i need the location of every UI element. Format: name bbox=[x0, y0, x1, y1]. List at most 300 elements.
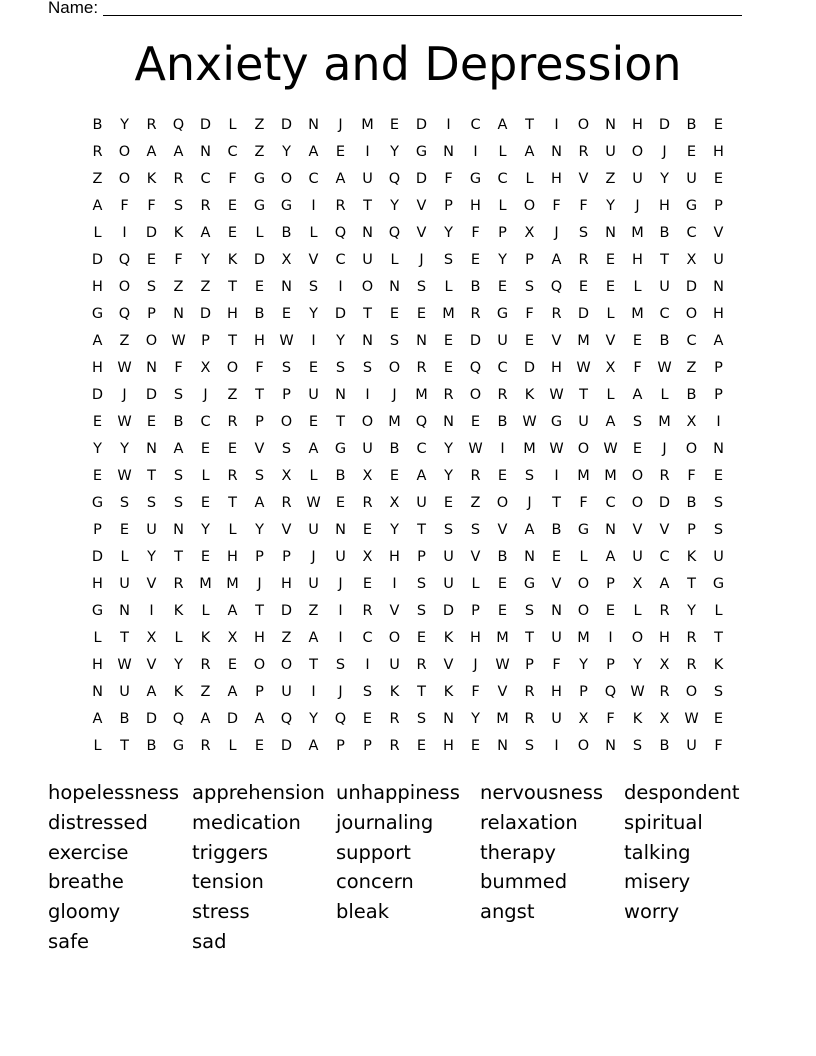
grid-letter[interactable]: Q bbox=[604, 683, 617, 700]
grid-letter[interactable]: P bbox=[444, 197, 453, 214]
grid-letter[interactable]: E bbox=[200, 440, 211, 457]
grid-letter[interactable]: Z bbox=[254, 143, 265, 160]
grid-letter[interactable]: A bbox=[92, 197, 103, 214]
grid-letter[interactable]: R bbox=[686, 629, 697, 646]
grid-letter[interactable]: R bbox=[578, 251, 589, 268]
grid-letter[interactable]: W bbox=[117, 656, 132, 673]
grid-letter[interactable]: P bbox=[282, 386, 291, 403]
grid-letter[interactable]: E bbox=[362, 575, 373, 592]
grid-letter[interactable]: S bbox=[362, 683, 373, 700]
grid-letter[interactable]: U bbox=[308, 521, 319, 538]
grid-letter[interactable]: P bbox=[606, 656, 615, 673]
grid-letter[interactable]: L bbox=[606, 386, 615, 403]
grid-letter[interactable]: E bbox=[713, 467, 724, 484]
grid-letter[interactable]: T bbox=[525, 116, 534, 133]
grid-letter[interactable]: T bbox=[255, 386, 264, 403]
grid-letter[interactable]: A bbox=[254, 710, 265, 727]
grid-letter[interactable]: S bbox=[173, 197, 184, 214]
grid-letter[interactable]: C bbox=[200, 413, 211, 430]
grid-letter[interactable]: T bbox=[525, 629, 534, 646]
grid-letter[interactable]: H bbox=[254, 332, 265, 349]
grid-letter[interactable]: U bbox=[551, 710, 562, 727]
grid-letter[interactable]: R bbox=[227, 413, 238, 430]
grid-letter[interactable]: L bbox=[201, 602, 210, 619]
grid-letter[interactable]: E bbox=[92, 467, 103, 484]
grid-letter[interactable]: H bbox=[551, 170, 562, 187]
grid-letter[interactable]: L bbox=[633, 278, 642, 295]
grid-letter[interactable]: S bbox=[119, 494, 130, 511]
grid-letter[interactable]: M bbox=[361, 116, 374, 133]
grid-letter[interactable]: E bbox=[281, 305, 292, 322]
grid-letter[interactable]: O bbox=[631, 143, 644, 160]
grid-letter[interactable]: B bbox=[92, 116, 103, 133]
grid-letter[interactable]: Y bbox=[687, 602, 696, 619]
grid-letter[interactable]: N bbox=[362, 224, 373, 241]
grid-letter[interactable]: S bbox=[335, 656, 346, 673]
grid-letter[interactable]: U bbox=[713, 251, 724, 268]
grid-letter[interactable]: E bbox=[686, 143, 697, 160]
grid-letter[interactable]: S bbox=[713, 494, 724, 511]
grid-letter[interactable]: S bbox=[524, 737, 535, 754]
grid-letter[interactable]: U bbox=[686, 737, 697, 754]
grid-letter[interactable]: A bbox=[173, 440, 184, 457]
grid-letter[interactable]: R bbox=[335, 197, 346, 214]
grid-letter[interactable]: E bbox=[713, 170, 724, 187]
grid-letter[interactable]: E bbox=[227, 224, 238, 241]
grid-letter[interactable]: H bbox=[92, 575, 103, 592]
grid-letter[interactable]: I bbox=[473, 143, 478, 160]
grid-letter[interactable]: U bbox=[416, 494, 427, 511]
grid-letter[interactable]: W bbox=[522, 413, 537, 430]
grid-letter[interactable]: O bbox=[685, 440, 698, 457]
grid-letter[interactable]: D bbox=[145, 710, 158, 727]
grid-letter[interactable]: B bbox=[551, 521, 562, 538]
grid-letter[interactable]: H bbox=[551, 359, 562, 376]
grid-letter[interactable]: T bbox=[660, 251, 669, 268]
grid-letter[interactable]: W bbox=[117, 467, 132, 484]
grid-letter[interactable]: U bbox=[119, 575, 130, 592]
grid-letter[interactable]: Z bbox=[227, 386, 238, 403]
grid-letter[interactable]: C bbox=[335, 251, 346, 268]
grid-letter[interactable]: F bbox=[174, 251, 183, 268]
grid-letter[interactable]: E bbox=[713, 710, 724, 727]
grid-letter[interactable]: O bbox=[469, 386, 482, 403]
grid-letter[interactable]: Y bbox=[471, 710, 480, 727]
grid-letter[interactable]: J bbox=[419, 251, 424, 268]
grid-letter[interactable]: P bbox=[471, 602, 480, 619]
grid-letter[interactable]: D bbox=[91, 386, 104, 403]
grid-letter[interactable]: S bbox=[713, 683, 724, 700]
grid-letter[interactable]: F bbox=[471, 224, 480, 241]
grid-letter[interactable]: M bbox=[415, 386, 428, 403]
grid-letter[interactable]: V bbox=[146, 575, 157, 592]
grid-letter[interactable]: P bbox=[147, 305, 156, 322]
grid-letter[interactable]: F bbox=[633, 359, 642, 376]
grid-letter[interactable]: T bbox=[336, 413, 345, 430]
grid-letter[interactable]: S bbox=[443, 521, 454, 538]
grid-letter[interactable]: K bbox=[686, 548, 697, 565]
grid-letter[interactable]: Z bbox=[308, 602, 319, 619]
grid-letter[interactable]: W bbox=[117, 413, 132, 430]
grid-letter[interactable]: K bbox=[173, 224, 184, 241]
grid-letter[interactable]: S bbox=[524, 278, 535, 295]
grid-letter[interactable]: T bbox=[417, 683, 426, 700]
grid-letter[interactable]: O bbox=[685, 305, 698, 322]
grid-letter[interactable]: P bbox=[714, 386, 723, 403]
grid-letter[interactable]: W bbox=[603, 440, 618, 457]
grid-letter[interactable]: Y bbox=[660, 170, 669, 187]
grid-letter[interactable]: U bbox=[659, 278, 670, 295]
grid-letter[interactable]: K bbox=[173, 683, 184, 700]
grid-letter[interactable]: G bbox=[253, 197, 266, 214]
grid-letter[interactable]: B bbox=[686, 116, 697, 133]
grid-letter[interactable]: R bbox=[281, 494, 292, 511]
grid-letter[interactable]: W bbox=[549, 440, 564, 457]
grid-letter[interactable]: V bbox=[713, 224, 724, 241]
grid-letter[interactable]: V bbox=[389, 602, 400, 619]
grid-letter[interactable]: A bbox=[200, 710, 211, 727]
grid-letter[interactable]: V bbox=[308, 251, 319, 268]
grid-letter[interactable]: W bbox=[468, 440, 483, 457]
grid-letter[interactable]: O bbox=[577, 602, 590, 619]
grid-letter[interactable]: X bbox=[389, 494, 400, 511]
grid-letter[interactable]: C bbox=[470, 116, 481, 133]
grid-letter[interactable]: R bbox=[146, 116, 157, 133]
grid-letter[interactable]: N bbox=[362, 332, 373, 349]
grid-letter[interactable]: Q bbox=[388, 170, 401, 187]
grid-letter[interactable]: S bbox=[308, 278, 319, 295]
grid-letter[interactable]: P bbox=[714, 197, 723, 214]
grid-letter[interactable]: Q bbox=[415, 413, 428, 430]
grid-letter[interactable]: X bbox=[686, 251, 697, 268]
grid-letter[interactable]: Z bbox=[119, 332, 130, 349]
grid-letter[interactable]: F bbox=[687, 467, 696, 484]
grid-letter[interactable]: H bbox=[92, 278, 103, 295]
grid-letter[interactable]: F bbox=[174, 359, 183, 376]
grid-letter[interactable]: U bbox=[308, 386, 319, 403]
grid-letter[interactable]: E bbox=[335, 494, 346, 511]
grid-letter[interactable]: L bbox=[471, 575, 480, 592]
grid-letter[interactable]: O bbox=[577, 440, 590, 457]
grid-letter[interactable]: A bbox=[713, 332, 724, 349]
grid-letter[interactable]: E bbox=[200, 494, 211, 511]
grid-letter[interactable]: M bbox=[577, 332, 590, 349]
grid-letter[interactable]: Z bbox=[254, 116, 265, 133]
grid-letter[interactable]: E bbox=[416, 629, 427, 646]
grid-letter[interactable]: Y bbox=[444, 440, 453, 457]
grid-letter[interactable]: Z bbox=[200, 683, 211, 700]
grid-letter[interactable]: J bbox=[257, 575, 262, 592]
grid-letter[interactable]: N bbox=[605, 521, 616, 538]
grid-letter[interactable]: P bbox=[606, 575, 615, 592]
grid-letter[interactable]: A bbox=[308, 440, 319, 457]
grid-letter[interactable]: Z bbox=[281, 629, 292, 646]
grid-letter[interactable]: E bbox=[200, 548, 211, 565]
grid-letter[interactable]: E bbox=[308, 413, 319, 430]
grid-letter[interactable]: L bbox=[633, 602, 642, 619]
grid-letter[interactable]: R bbox=[173, 170, 184, 187]
grid-letter[interactable]: Y bbox=[147, 548, 156, 565]
grid-letter[interactable]: P bbox=[525, 656, 534, 673]
grid-letter[interactable]: E bbox=[389, 467, 400, 484]
grid-letter[interactable]: M bbox=[604, 467, 617, 484]
grid-letter[interactable]: L bbox=[255, 224, 264, 241]
grid-letter[interactable]: T bbox=[687, 575, 696, 592]
grid-letter[interactable]: U bbox=[443, 548, 454, 565]
grid-letter[interactable]: X bbox=[659, 656, 670, 673]
grid-letter[interactable]: T bbox=[174, 548, 183, 565]
grid-letter[interactable]: Q bbox=[172, 116, 185, 133]
grid-letter[interactable]: O bbox=[577, 116, 590, 133]
grid-letter[interactable]: P bbox=[255, 683, 264, 700]
grid-letter[interactable]: U bbox=[713, 548, 724, 565]
grid-letter[interactable]: W bbox=[576, 359, 591, 376]
grid-letter[interactable]: U bbox=[578, 413, 589, 430]
grid-letter[interactable]: W bbox=[630, 683, 645, 700]
grid-letter[interactable]: X bbox=[200, 359, 211, 376]
grid-letter[interactable]: E bbox=[632, 332, 643, 349]
grid-letter[interactable]: E bbox=[146, 413, 157, 430]
grid-letter[interactable]: N bbox=[713, 440, 724, 457]
grid-letter[interactable]: L bbox=[228, 737, 237, 754]
grid-letter[interactable]: F bbox=[525, 305, 534, 322]
grid-letter[interactable]: U bbox=[632, 170, 643, 187]
grid-letter[interactable]: A bbox=[524, 521, 535, 538]
grid-letter[interactable]: P bbox=[687, 521, 696, 538]
grid-letter[interactable]: L bbox=[93, 224, 102, 241]
grid-letter[interactable]: A bbox=[632, 386, 643, 403]
grid-letter[interactable]: S bbox=[281, 359, 292, 376]
grid-letter[interactable]: U bbox=[389, 656, 400, 673]
grid-letter[interactable]: E bbox=[146, 251, 157, 268]
grid-letter[interactable]: C bbox=[200, 170, 211, 187]
grid-letter[interactable]: J bbox=[311, 548, 316, 565]
grid-letter[interactable]: O bbox=[496, 494, 509, 511]
grid-letter[interactable]: J bbox=[554, 224, 559, 241]
grid-letter[interactable]: I bbox=[338, 602, 343, 619]
grid-letter[interactable]: N bbox=[389, 278, 400, 295]
grid-letter[interactable]: W bbox=[279, 332, 294, 349]
grid-letter[interactable]: N bbox=[119, 602, 130, 619]
grid-letter[interactable]: D bbox=[91, 548, 104, 565]
grid-letter[interactable]: A bbox=[497, 116, 508, 133]
grid-letter[interactable]: E bbox=[497, 467, 508, 484]
grid-letter[interactable]: S bbox=[173, 467, 184, 484]
grid-letter[interactable]: R bbox=[470, 305, 481, 322]
grid-letter[interactable]: E bbox=[362, 710, 373, 727]
grid-letter[interactable]: G bbox=[496, 305, 509, 322]
grid-letter[interactable]: F bbox=[714, 737, 723, 754]
grid-letter[interactable]: P bbox=[498, 224, 507, 241]
grid-letter[interactable]: W bbox=[171, 332, 186, 349]
grid-letter[interactable]: S bbox=[524, 467, 535, 484]
grid-letter[interactable]: P bbox=[336, 737, 345, 754]
grid-letter[interactable]: P bbox=[93, 521, 102, 538]
grid-letter[interactable]: R bbox=[173, 575, 184, 592]
grid-letter[interactable]: H bbox=[713, 143, 724, 160]
grid-letter[interactable]: B bbox=[659, 737, 670, 754]
grid-letter[interactable]: R bbox=[362, 602, 373, 619]
grid-letter[interactable]: S bbox=[173, 386, 184, 403]
grid-letter[interactable]: C bbox=[362, 629, 373, 646]
grid-letter[interactable]: B bbox=[470, 278, 481, 295]
grid-letter[interactable]: G bbox=[91, 305, 104, 322]
grid-letter[interactable]: K bbox=[389, 683, 400, 700]
grid-letter[interactable]: O bbox=[631, 629, 644, 646]
grid-letter[interactable]: A bbox=[92, 332, 103, 349]
grid-letter[interactable]: R bbox=[551, 305, 562, 322]
grid-letter[interactable]: J bbox=[662, 440, 667, 457]
grid-letter[interactable]: F bbox=[255, 359, 264, 376]
grid-letter[interactable]: C bbox=[686, 332, 697, 349]
grid-letter[interactable]: U bbox=[308, 575, 319, 592]
grid-letter[interactable]: I bbox=[365, 386, 370, 403]
grid-letter[interactable]: G bbox=[523, 575, 536, 592]
grid-letter[interactable]: E bbox=[470, 413, 481, 430]
grid-letter[interactable]: P bbox=[255, 413, 264, 430]
grid-letter[interactable]: K bbox=[227, 251, 238, 268]
grid-letter[interactable]: K bbox=[632, 710, 643, 727]
grid-letter[interactable]: S bbox=[416, 575, 427, 592]
grid-letter[interactable]: E bbox=[389, 305, 400, 322]
grid-letter[interactable]: Y bbox=[390, 143, 399, 160]
grid-letter[interactable]: M bbox=[496, 629, 509, 646]
grid-letter[interactable]: R bbox=[416, 656, 427, 673]
grid-letter[interactable]: H bbox=[470, 629, 481, 646]
grid-letter[interactable]: E bbox=[524, 332, 535, 349]
grid-letter[interactable]: L bbox=[93, 629, 102, 646]
grid-letter[interactable]: W bbox=[495, 656, 510, 673]
grid-letter[interactable]: C bbox=[497, 359, 508, 376]
grid-letter[interactable]: B bbox=[119, 710, 130, 727]
grid-letter[interactable]: R bbox=[200, 656, 211, 673]
grid-letter[interactable]: P bbox=[417, 548, 426, 565]
grid-letter[interactable]: I bbox=[365, 656, 370, 673]
grid-letter[interactable]: B bbox=[146, 737, 157, 754]
grid-letter[interactable]: I bbox=[338, 629, 343, 646]
grid-letter[interactable]: V bbox=[254, 440, 265, 457]
grid-letter[interactable]: P bbox=[201, 332, 210, 349]
grid-letter[interactable]: J bbox=[527, 494, 532, 511]
grid-letter[interactable]: J bbox=[203, 386, 208, 403]
grid-letter[interactable]: H bbox=[281, 575, 292, 592]
grid-letter[interactable]: R bbox=[659, 467, 670, 484]
grid-letter[interactable]: A bbox=[146, 683, 157, 700]
grid-letter[interactable]: N bbox=[335, 386, 346, 403]
grid-letter[interactable]: I bbox=[554, 467, 559, 484]
grid-letter[interactable]: A bbox=[227, 602, 238, 619]
grid-letter[interactable]: K bbox=[713, 656, 724, 673]
grid-letter[interactable]: M bbox=[226, 575, 239, 592]
grid-letter[interactable]: I bbox=[392, 575, 397, 592]
grid-letter[interactable]: D bbox=[415, 170, 428, 187]
grid-letter[interactable]: L bbox=[120, 548, 129, 565]
grid-letter[interactable]: X bbox=[146, 629, 157, 646]
grid-letter[interactable]: B bbox=[254, 305, 265, 322]
grid-letter[interactable]: F bbox=[147, 197, 156, 214]
name-line[interactable] bbox=[103, 15, 742, 16]
grid-letter[interactable]: Q bbox=[172, 710, 185, 727]
grid-letter[interactable]: R bbox=[389, 737, 400, 754]
grid-letter[interactable]: N bbox=[173, 305, 184, 322]
grid-letter[interactable]: O bbox=[388, 359, 401, 376]
grid-letter[interactable]: N bbox=[497, 737, 508, 754]
grid-letter[interactable]: G bbox=[172, 737, 185, 754]
grid-letter[interactable]: K bbox=[200, 629, 211, 646]
grid-letter[interactable]: Q bbox=[469, 359, 482, 376]
grid-letter[interactable]: O bbox=[253, 656, 266, 673]
grid-letter[interactable]: G bbox=[334, 440, 347, 457]
grid-letter[interactable]: D bbox=[280, 116, 293, 133]
grid-letter[interactable]: M bbox=[577, 629, 590, 646]
grid-letter[interactable]: U bbox=[119, 683, 130, 700]
grid-letter[interactable]: T bbox=[228, 494, 237, 511]
grid-letter[interactable]: S bbox=[146, 494, 157, 511]
grid-letter[interactable]: V bbox=[659, 521, 670, 538]
grid-letter[interactable]: H bbox=[227, 305, 238, 322]
grid-letter[interactable]: R bbox=[200, 197, 211, 214]
grid-letter[interactable]: Y bbox=[606, 197, 615, 214]
grid-letter[interactable]: I bbox=[554, 737, 559, 754]
grid-letter[interactable]: N bbox=[605, 116, 616, 133]
grid-letter[interactable]: L bbox=[498, 143, 507, 160]
grid-letter[interactable]: M bbox=[577, 467, 590, 484]
grid-letter[interactable]: Q bbox=[388, 224, 401, 241]
grid-letter[interactable]: D bbox=[199, 305, 212, 322]
grid-letter[interactable]: P bbox=[525, 251, 534, 268]
grid-letter[interactable]: X bbox=[362, 467, 373, 484]
grid-letter[interactable]: E bbox=[308, 359, 319, 376]
grid-letter[interactable]: A bbox=[335, 170, 346, 187]
grid-letter[interactable]: Y bbox=[255, 521, 264, 538]
grid-letter[interactable]: C bbox=[686, 224, 697, 241]
grid-letter[interactable]: C bbox=[416, 440, 427, 457]
grid-letter[interactable]: F bbox=[552, 656, 561, 673]
grid-letter[interactable]: G bbox=[91, 602, 104, 619]
grid-letter[interactable]: V bbox=[281, 521, 292, 538]
grid-letter[interactable]: D bbox=[145, 224, 158, 241]
grid-letter[interactable]: D bbox=[658, 494, 671, 511]
grid-letter[interactable]: R bbox=[443, 386, 454, 403]
grid-letter[interactable]: U bbox=[551, 629, 562, 646]
grid-letter[interactable]: S bbox=[443, 251, 454, 268]
grid-letter[interactable]: A bbox=[308, 629, 319, 646]
grid-letter[interactable]: D bbox=[685, 278, 698, 295]
grid-letter[interactable]: T bbox=[255, 602, 264, 619]
grid-letter[interactable]: H bbox=[632, 116, 643, 133]
grid-letter[interactable]: N bbox=[308, 116, 319, 133]
grid-letter[interactable]: B bbox=[659, 332, 670, 349]
grid-letter[interactable]: A bbox=[605, 413, 616, 430]
grid-letter[interactable]: U bbox=[362, 251, 373, 268]
grid-letter[interactable]: S bbox=[254, 467, 265, 484]
grid-letter[interactable]: F bbox=[120, 197, 129, 214]
grid-letter[interactable]: D bbox=[280, 602, 293, 619]
grid-letter[interactable]: O bbox=[523, 197, 536, 214]
grid-letter[interactable]: H bbox=[254, 629, 265, 646]
grid-letter[interactable]: Y bbox=[633, 656, 642, 673]
grid-letter[interactable]: S bbox=[146, 278, 157, 295]
grid-letter[interactable]: L bbox=[606, 305, 615, 322]
grid-letter[interactable]: G bbox=[712, 575, 725, 592]
grid-letter[interactable]: I bbox=[500, 440, 505, 457]
grid-letter[interactable]: Z bbox=[92, 170, 103, 187]
grid-letter[interactable]: I bbox=[446, 116, 451, 133]
grid-letter[interactable]: N bbox=[551, 143, 562, 160]
grid-letter[interactable]: D bbox=[442, 602, 455, 619]
grid-letter[interactable]: Y bbox=[309, 305, 318, 322]
grid-letter[interactable]: E bbox=[389, 116, 400, 133]
